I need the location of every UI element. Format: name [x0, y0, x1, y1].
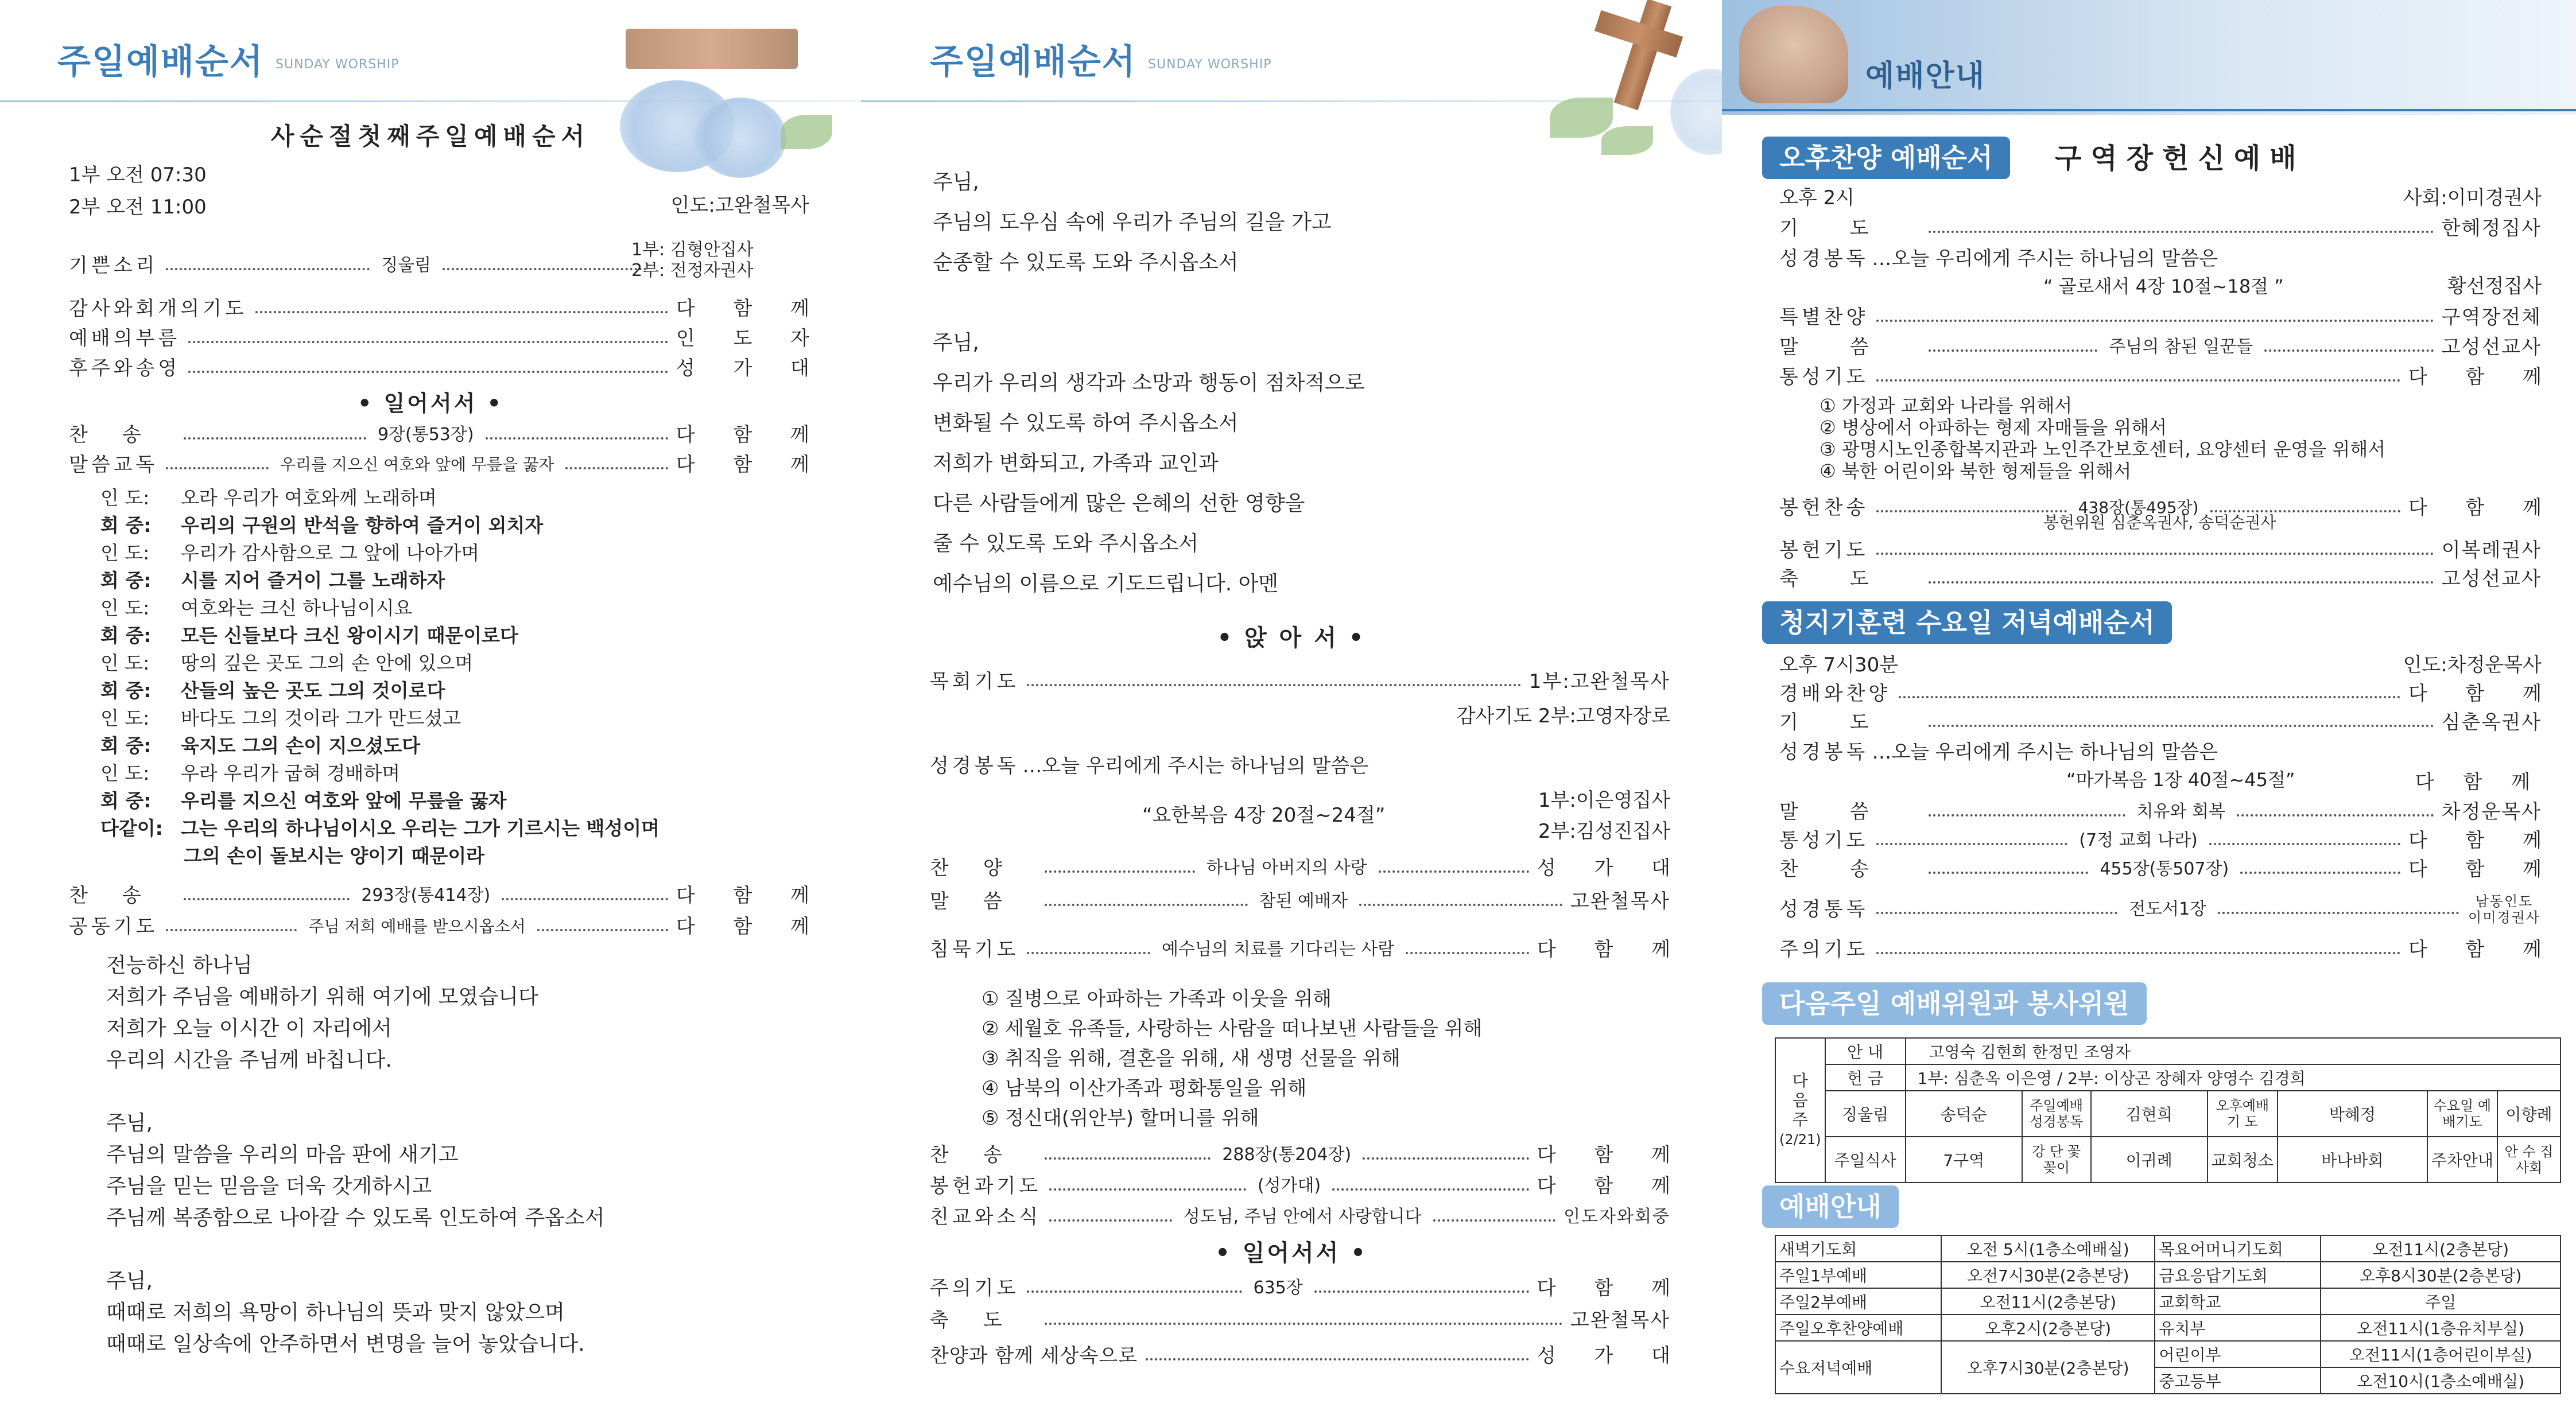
prayer-topic: ⑤ 정신대(위안부) 할머니를 위해	[981, 1107, 1259, 1130]
scripture-verse: “요한복음 4장 20절~24절”	[1142, 804, 1386, 827]
wednesday-row: 통성기도 (7정 교회 나라) 다 함 께	[1779, 829, 2558, 852]
responsive-line	[100, 678, 445, 704]
fellowship-row: 친교와소식 성도님, 주님 안에서 사랑합니다 인도자와회중	[930, 1206, 1671, 1228]
prayer-topic: ③ 취직을 위해, 결혼을 위해, 새 생명 선물을 위해	[981, 1047, 1400, 1070]
silent-prayer-row: 침묵기도 예수님의 치료를 기다리는 사람 다 함 께	[930, 938, 1686, 961]
wednesday-row: 성경봉독 …오늘 우리에게 주시는 하나님의 말씀은	[1779, 741, 2218, 764]
middle-panel	[861, 0, 1722, 1423]
responsive-text: 땅의 깊은 곳도 그의 손 안에 있으며	[181, 652, 474, 674]
responsive-text: 시를 지어 즐거이 그를 노래하자	[181, 569, 445, 592]
prayer-line: 저희가 오늘 이시간 이 자리에서	[106, 1017, 392, 1040]
offering-row: 봉헌과기도 (성가대) 다 함 께	[930, 1175, 1686, 1198]
responsive-text: 그의 손이 돌보시는 양이기 때문이라	[184, 845, 485, 867]
responsive-text: 우리의 구원의 반석을 향하여 즐거이 외치자	[181, 514, 544, 536]
responsive-text: 모든 신들보다 크신 왕이시기 때문이로다	[181, 624, 518, 647]
responsive-speaker: 회 중:	[100, 734, 152, 757]
prayer-line: 전능하신 하나님	[106, 954, 253, 977]
doxology-row: 찬양과 함께 세상속으로 성 가 대	[930, 1344, 1686, 1367]
right-header	[1722, 0, 2576, 115]
prayer-line: 주님,	[106, 1269, 153, 1293]
wednesday-row: 주의기도 다 함 께	[1779, 938, 2558, 961]
afternoon-row: 통성기도 다 함 께	[1779, 366, 2558, 388]
hymn-row: 찬송 9장(통53장) 다 함 께	[69, 423, 825, 446]
prayer-topic: ④ 남북의 이산가족과 평화통일을 위해	[981, 1077, 1307, 1100]
prayer-topic: ① 가정과 교회와 나라를 위해서	[1820, 395, 2073, 417]
pastoral-prayer-row: 목회기도 1부:고완철목사	[930, 670, 1670, 693]
afternoon-row: 성경봉독 …오늘 우리에게 주시는 하나님의 말씀은	[1779, 247, 2218, 270]
mid-header-title: 주일예배순서	[930, 42, 1136, 82]
responsive-line	[184, 843, 484, 869]
wednesday-row: 말씀 치유와 회복 차정운목사	[1779, 800, 2542, 823]
prayer-line: 때때로 저희의 욕망이 하나님의 뜻과 맞지 않았으며	[106, 1301, 565, 1324]
prayer-topic: ④ 북한 어린이와 북한 형제들을 위해서	[1820, 460, 2132, 482]
responsive-line	[100, 760, 400, 787]
prayer-line: 순종할 수 있도록 도와 주시옵소서	[933, 251, 1239, 274]
prayer-line: 다른 사람들에게 많은 은혜의 선한 영향을	[933, 492, 1305, 515]
responsive-text: 우리가 감사함으로 그 앞에 나아가며	[181, 542, 480, 564]
volunteers-side-cell: 다음주 (2/21)	[1775, 1038, 1825, 1183]
prayer-line: 저희가 변화되고, 가족과 교인과	[933, 452, 1219, 475]
prayer-line: 때때로 일상속에 안주하면서 변명을 늘어 놓았습니다.	[106, 1332, 585, 1356]
right-panel	[1722, 0, 2576, 1423]
time-1st-service: 1부 오전 07:30	[69, 164, 207, 186]
afternoon-service-pill: 오후찬양 예배순서	[1762, 137, 2010, 179]
responsive-text: 바다도 그의 것이라 그가 만드셨고	[181, 707, 461, 729]
responsive-line	[100, 788, 507, 814]
responsive-line	[100, 705, 461, 732]
responsive-line	[100, 815, 659, 842]
prayer-line: 주님의 도우심 속에 우리가 주님의 길을 가고	[933, 211, 1332, 234]
wednesday-verse-right: 다 함 께	[2415, 771, 2542, 794]
wednesday-row: 경배와찬양 다 함 께	[1779, 682, 2558, 705]
thanks-prayer: 감사기도 2부:고영자장로	[1456, 705, 1670, 728]
responsive-text: 오라 우리가 여호와께 노래하며	[181, 487, 437, 509]
afternoon-row: 말씀 주님의 참된 일꾼들 고성선교사	[1779, 336, 2542, 359]
left-header-subtitle: SUNDAY WORSHIP	[276, 57, 399, 72]
afternoon-verse-reader: 황선정집사	[2447, 275, 2542, 298]
time-2nd-service: 2부 오전 11:00	[69, 196, 207, 219]
hymn-row: 찬송 293장(통414장) 다 함 께	[69, 884, 826, 907]
left-heading: 사순절첫째주일예배순서	[270, 122, 591, 150]
offering-volunteers: 봉헌위원 심춘옥권사, 송덕순권사	[2043, 513, 2276, 532]
responsive-line	[100, 623, 518, 649]
wednesday-row: 성경통독 전도서1장 남동인도 이미경권사	[1779, 893, 2540, 926]
sermon-row: 말씀 참된 예배자 고완철목사	[930, 890, 1670, 913]
responsive-text: 산들의 높은 곳도 그의 것이로다	[181, 679, 445, 702]
responsive-line	[100, 733, 420, 759]
volunteers-pill: 다음주일 예배위원과 봉사위원	[1762, 982, 2147, 1025]
scripture-reader-2: 2부:김성진집사	[1538, 820, 1670, 843]
worship-guide-pill: 예배안내	[1762, 1185, 1899, 1228]
prayer-line: 주님,	[933, 331, 979, 355]
afternoon-service-title: 구역장헌신예배	[2055, 142, 2306, 174]
prayer-line: 줄 수 있도록 도와 주시옵소서	[933, 532, 1199, 555]
responsive-line	[100, 650, 473, 676]
wednesday-time: 오후 7시30분	[1779, 654, 1899, 676]
order-row: 예배의부름 인 도 자	[69, 327, 825, 350]
wednesday-service-pill: 청지기훈련 수요일 저녁예배순서	[1762, 601, 2172, 644]
offering-song-row: 봉헌찬송 438장(통495장) 다 함 께	[1779, 496, 2558, 519]
responsive-speaker: 다같이:	[100, 817, 163, 839]
prayer-line: 주님,	[106, 1111, 153, 1135]
anthem-row: 찬양 하나님 아버지의 사랑 성 가 대	[930, 857, 1687, 880]
praying-hands-decoration	[1739, 6, 1848, 103]
leader-label: 인도:고완철목사	[670, 194, 809, 217]
left-header	[0, 0, 861, 109]
responsive-reading-row: 말씀교독 우리를 지으신 여호와 앞에 무릎을 꿇자 다 함 께	[69, 453, 826, 476]
responsive-text: 육지도 그의 손이 지으셨도다	[181, 734, 421, 757]
prayer-line: 주님,	[933, 170, 979, 194]
responsive-speaker: 인 도:	[100, 597, 150, 619]
common-prayer-row: 공동기도 주님 저희 예배를 받으시옵소서 다 함 께	[69, 915, 825, 938]
responsive-speaker: 회 중:	[100, 569, 152, 592]
responsive-line	[100, 567, 445, 594]
gospel-right-1: 1부: 김형안집사	[631, 240, 754, 260]
prayer-topic: ① 질병으로 아파하는 가족과 이웃을 위해	[981, 987, 1332, 1010]
responsive-speaker: 인 도:	[100, 652, 150, 674]
wednesday-verse: “마가복음 1장 40절~45절”	[2066, 769, 2295, 791]
responsive-speaker: 인 도:	[100, 707, 150, 729]
responsive-speaker: 회 중:	[100, 679, 152, 702]
responsive-text: 여호와는 크신 하나님이시요	[181, 597, 413, 619]
wednesday-leader: 인도:차정운목사	[2403, 654, 2542, 676]
right-header-title: 예배안내	[1865, 59, 1985, 94]
wooden-cross-decoration	[1481, 0, 1722, 155]
afternoon-row: 축도 고성선교사	[1779, 567, 2542, 590]
responsive-speaker: 회 중:	[100, 790, 152, 812]
scripture-row: 성경봉독 …오늘 우리에게 주시는 하나님의 말씀은	[930, 755, 1369, 777]
wednesday-row: 찬송 455장(통507장) 다 함 께	[1779, 858, 2558, 881]
lords-prayer-row: 주의기도 635장 다 함 께	[930, 1277, 1687, 1300]
prayer-topic: ③ 광명시노인종합복지관과 노인주간보호센터, 요양센터 운영을 위해서	[1820, 438, 2386, 460]
prayer-line: 변화될 수 있도록 하여 주시옵소서	[933, 411, 1239, 435]
prayer-topic: ② 세월호 유족들, 사랑하는 사람을 떠나보낸 사람들을 위해	[981, 1017, 1483, 1040]
prayer-line: 저희가 주님을 예배하기 위해 여기에 모였습니다	[106, 985, 538, 1009]
benediction-row: 축도 고완철목사	[930, 1309, 1670, 1332]
responsive-text: 우리를 지으신 여호와 앞에 무릎을 꿇자	[181, 790, 507, 812]
afternoon-row: 기도 한혜정집사	[1779, 217, 2542, 240]
volunteers-table: 다음주 (2/21) 안 내 고영숙 김현희 한정민 조영자 헌 금 1부: 심춘옥 이은영 / 2부: 이상곤 장혜자 양영수 김경희 징울림 송덕순 주일예배 성경봉독 김현희 오후예배 기 도 박혜정 수요일 예배기도 이향례 주일식사 7구역 강 단 꽃꽂이 이귀례 교회청소 바나바회 주차안내 안 수 집사회	[1775, 1037, 2561, 1183]
order-row: 후주와송영 성 가 대	[69, 357, 825, 380]
prayer-topic: ② 병상에서 아파하는 형제 자매들을 위해서	[1820, 417, 2167, 438]
wednesday-row: 기도 심춘옥권사	[1779, 711, 2542, 734]
afternoon-row: 봉헌기도 이복례권사	[1779, 539, 2542, 562]
mid-header	[861, 0, 1722, 109]
left-header-title: 주일예배순서	[57, 42, 264, 82]
responsive-line	[100, 485, 437, 511]
stand-up-marker: • 일어서서 •	[1215, 1240, 1368, 1266]
responsive-speaker: 인 도:	[100, 542, 150, 564]
responsive-speaker: 회 중:	[100, 514, 152, 536]
afternoon-verse: “ 골로새서 4장 10절~18절 ”	[2043, 275, 2284, 297]
sit-down-marker: • 앉 아 서 •	[1217, 625, 1366, 651]
prayer-line: 예수님의 이름으로 기도드립니다. 아멘	[933, 572, 1279, 596]
right-header-rule	[1722, 109, 2576, 111]
worship-guide-table: 새벽기도회 오전 5시(1층소예배실) 목요어머니기도회 오전11시(2층본당) 주일1부예배 오전7시30분(2층본당) 금요응답기도회 오후8시30분(2층본당) 주일2부예배 오전11시(2층본당) 교회학교 주일 주일오후찬양예배 오후2시(2층본당) 유치부 오전11시(1층유치부실) 수요저녁예배 오후7시30분(2층본당) 어린이부 오전11시(1층어린이부실) 중고등부 오전10시(1층소예배실)	[1775, 1235, 2561, 1394]
responsive-text: 그는 우리의 하나님이시오 우리는 그가 기르시는 백성이며	[181, 817, 660, 839]
responsive-line	[100, 512, 543, 539]
responsive-line	[100, 540, 479, 566]
prayer-line: 우리가 우리의 생각과 소망과 행동이 점차적으로	[933, 371, 1365, 395]
prayer-line: 주님의 말씀을 우리의 마음 판에 새기고	[106, 1143, 459, 1167]
hymn-row: 찬송 288장(통204장) 다 함 께	[930, 1144, 1687, 1167]
stand-up-marker: • 일어서서 •	[358, 391, 503, 416]
order-row: 감사와회개의기도 다 함 께	[69, 297, 825, 320]
prayer-line: 주님께 복종함으로 나아갈 수 있도록 인도하여 주옵소서	[106, 1206, 605, 1230]
mid-header-subtitle: SUNDAY WORSHIP	[1148, 57, 1272, 72]
left-panel	[0, 0, 861, 1423]
afternoon-row: 특별찬양 구역장전체	[1779, 306, 2542, 329]
responsive-text: 우라 우리가 굽혀 경배하며	[181, 762, 401, 784]
responsive-line	[100, 595, 413, 621]
responsive-speaker: 인 도:	[100, 762, 150, 784]
afternoon-time: 오후 2시	[1779, 186, 1855, 209]
prayer-line: 우리의 시간을 주님께 바칩니다.	[106, 1048, 392, 1072]
responsive-speaker: 인 도:	[100, 487, 150, 509]
responsive-speaker: 회 중:	[100, 624, 152, 647]
afternoon-host: 사회:이미경권사	[2403, 186, 2542, 209]
gospel-right-2: 2부: 전정자권사	[631, 261, 754, 281]
gospel-song-row: 기쁜소리 징울림	[69, 252, 809, 279]
scripture-reader-1: 1부:이은영집사	[1538, 789, 1670, 812]
prayer-line: 주님을 믿는 믿음을 더욱 갓게하시고	[106, 1175, 432, 1198]
